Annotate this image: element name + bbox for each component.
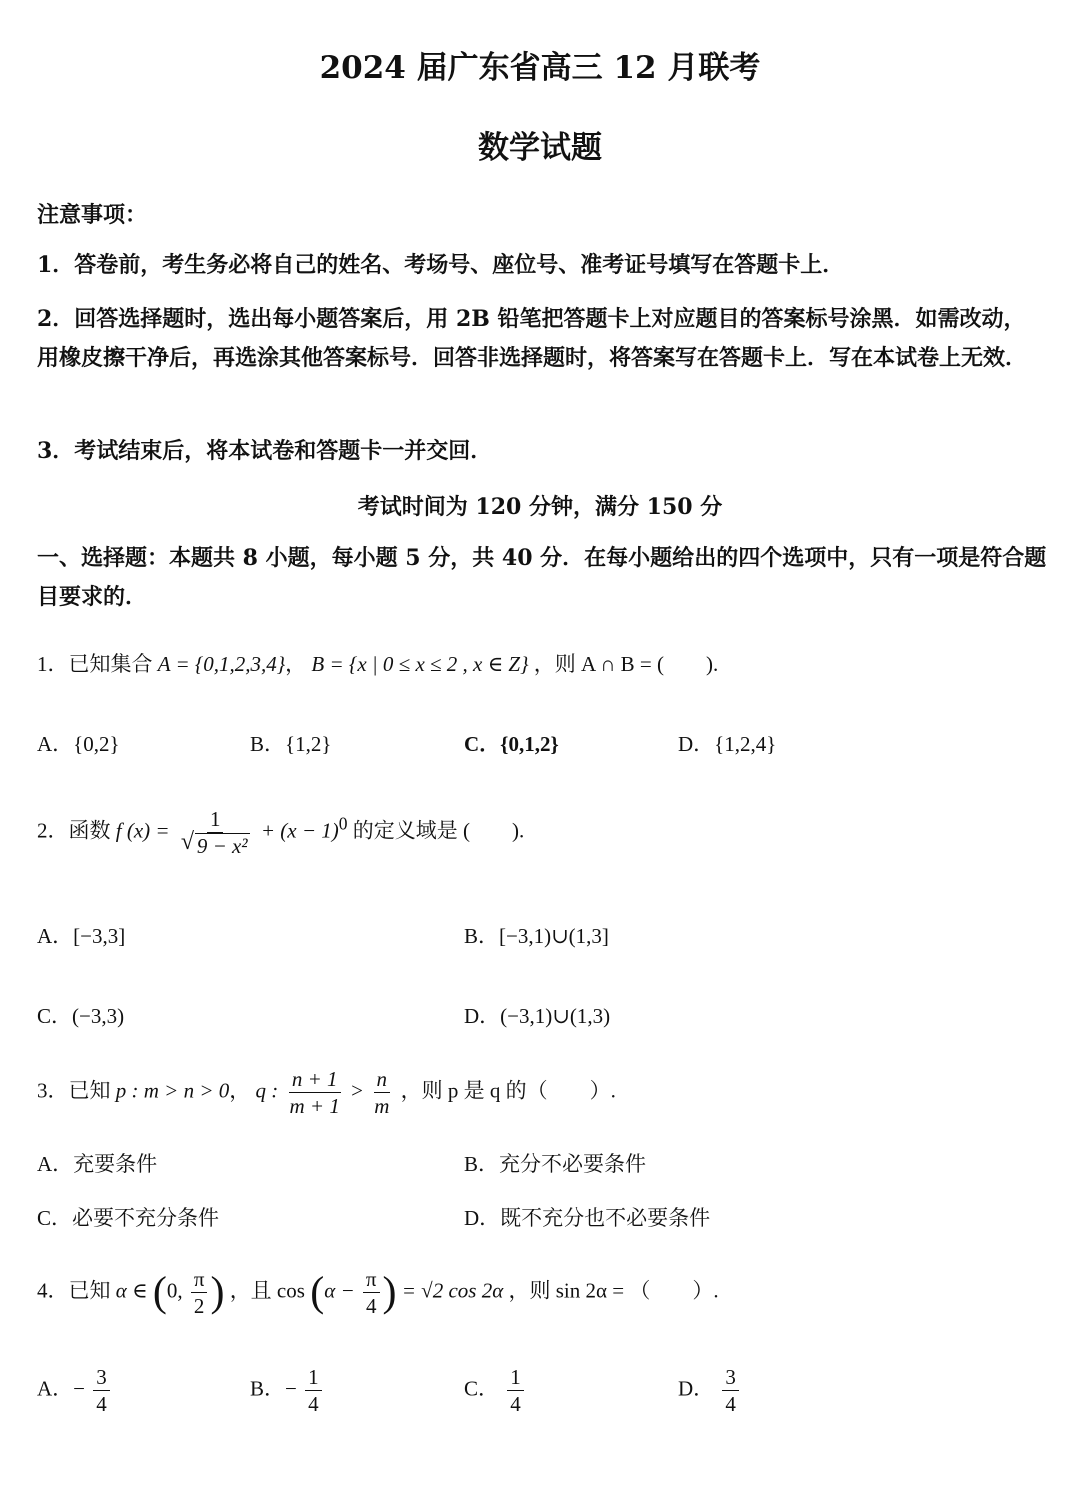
q2-option-c: C．(−3,3) <box>37 1004 125 1028</box>
notice-item-1: 1．答卷前，考生务必将自己的姓名、考场号、座位号、准考证号填写在答题卡上． <box>37 252 845 278</box>
notice-item-3: 3．考试结束后，将本试卷和答题卡一并交回． <box>37 438 493 464</box>
q4-fraction-pi-4 <box>363 1266 380 1319</box>
q4-four-den: 4 <box>365 1294 377 1318</box>
q3-frac2-den: m <box>374 1094 390 1118</box>
page-title: 2024 届广东省高三 12 月联考 <box>319 50 761 86</box>
q3-gt: > <box>351 1078 363 1103</box>
q3-option-a: A．充要条件 <box>37 1152 158 1176</box>
notice-heading: 注意事项： <box>37 202 148 228</box>
q4-option-c-num: 1 <box>507 1364 524 1391</box>
q4-option-a-fraction <box>93 1364 110 1417</box>
q3-p-condition: p : m > n > 0 <box>115 1078 230 1103</box>
q4-fraction-pi-2 <box>191 1266 208 1319</box>
q4-option-d <box>678 1364 742 1417</box>
exam-time-info: 考试时间为 120 分钟，满分 150 分 <box>357 494 723 520</box>
q3-suffix: ，则 p 是 q 的（ ）. <box>400 1078 616 1103</box>
section-1-heading: 一、选择题：本题共 8 小题，每小题 5 分，共 40 分．在每小题给出的四个选项中，只有一项是符合题目要求的． <box>37 545 1047 610</box>
q4-and-cos: ，且 cos <box>229 1278 305 1303</box>
q2-frac-num: 1 <box>207 806 224 833</box>
q4-alpha-minus: α − <box>324 1278 355 1303</box>
q4-pi-num-2: π <box>363 1266 380 1293</box>
q2-radicand: 9 − x² <box>196 834 248 858</box>
q2-func-rhs: + (x − 1) <box>260 818 339 843</box>
q4-option-b-num: 1 <box>305 1364 322 1391</box>
q4-left-paren-2: ( <box>310 1269 325 1316</box>
q2-prefix: 2．函数 <box>37 818 111 843</box>
q3-frac1-num: n + 1 <box>289 1066 341 1093</box>
q4-option-a-label: A． <box>37 1376 74 1401</box>
q4-option-a-den: 4 <box>96 1392 107 1416</box>
q3-option-b: B．充分不必要条件 <box>464 1152 647 1176</box>
q1-option-b: B．{1,2} <box>250 732 332 756</box>
page-subtitle: 数学试题 <box>478 130 602 166</box>
q4-pi-num: π <box>191 1266 208 1293</box>
q4-two-den: 2 <box>193 1294 205 1318</box>
q2-fraction <box>178 806 253 859</box>
q2-frac-den: √ 9 − x² <box>180 829 248 858</box>
q1-sep: ， <box>285 652 307 676</box>
q2-option-b: B．[−3,1)∪(1,3] <box>464 924 609 948</box>
q3-option-d: D．既不充分也不必要条件 <box>464 1206 711 1230</box>
q4-option-d-fraction <box>722 1364 739 1417</box>
q2-option-d: D．(−3,1)∪(1,3) <box>464 1004 611 1028</box>
q4-option-a <box>37 1364 113 1417</box>
q4-option-d-den: 4 <box>725 1392 736 1416</box>
question-2-stem <box>37 806 524 859</box>
q4-right-paren-2: ) <box>382 1269 397 1316</box>
q1-set-b: B = {x | 0 ≤ x ≤ 2 , x ∈ Z} <box>311 652 529 676</box>
q4-alpha-in: α ∈ <box>115 1278 148 1303</box>
q1-suffix: ，则 A ∩ B = ( ). <box>533 652 719 676</box>
question-3-stem <box>37 1066 616 1119</box>
q4-option-a-sign: − <box>73 1376 86 1401</box>
q2-suffix: 的定义域是 ( ). <box>352 818 525 843</box>
q4-zero: 0, <box>166 1278 183 1303</box>
q4-option-c <box>464 1364 527 1417</box>
q3-q-label: q : <box>255 1078 279 1103</box>
q2-func-lhs: f (x) = <box>115 818 170 843</box>
q1-option-d: D．{1,2,4} <box>678 732 777 756</box>
q4-option-b-fraction <box>305 1364 322 1417</box>
notice-item-2: 2．回答选择题时，选出每小题答案后，用 2B 铅笔把答题卡上对应题目的答案标号涂黑．如需改动，用橡皮擦干净后，再选涂其他答案标号．回答非选择题时，将答案写在答题卡上．写在本试卷上无效． <box>37 306 1028 371</box>
q3-frac2-num: n <box>374 1066 391 1093</box>
q3-fraction-1 <box>287 1066 343 1119</box>
q4-option-b-label: B． <box>250 1376 286 1401</box>
q4-option-c-label: C． <box>464 1376 500 1401</box>
q3-frac1-den: m + 1 <box>289 1094 340 1118</box>
q4-option-b <box>250 1364 325 1417</box>
q4-prefix: 4．已知 <box>37 1278 111 1303</box>
q3-sep: ， <box>229 1078 251 1103</box>
q2-exponent: 0 <box>338 813 348 834</box>
q4-option-c-den: 4 <box>510 1392 521 1416</box>
q3-prefix: 3．已知 <box>37 1078 111 1103</box>
q4-option-d-label: D． <box>678 1376 715 1401</box>
q1-set-a: A = {0,1,2,3,4} <box>157 652 286 676</box>
q3-option-c: C．必要不充分条件 <box>37 1206 220 1230</box>
q4-option-a-num: 3 <box>93 1364 110 1391</box>
q1-prefix: 1．已知集合 <box>37 652 153 676</box>
q2-option-a: A．[−3,3] <box>37 924 126 948</box>
question-1-stem <box>37 648 718 678</box>
q4-option-d-num: 3 <box>722 1364 739 1391</box>
q4-option-b-sign: − <box>285 1376 297 1401</box>
q3-fraction-2 <box>371 1066 392 1119</box>
q1-option-c: C．{0,1,2} <box>464 732 559 756</box>
q4-eq-rhs: = √2 cos 2α <box>401 1278 504 1303</box>
q4-suffix: ，则 sin 2α = （ ）. <box>508 1278 719 1303</box>
q4-left-paren: ( <box>152 1269 167 1316</box>
q4-right-paren: ) <box>210 1269 225 1316</box>
question-4-stem <box>37 1266 719 1319</box>
q4-option-b-den: 4 <box>308 1392 319 1416</box>
q1-option-a: A．{0,2} <box>37 732 120 756</box>
q4-option-c-fraction <box>507 1364 524 1417</box>
